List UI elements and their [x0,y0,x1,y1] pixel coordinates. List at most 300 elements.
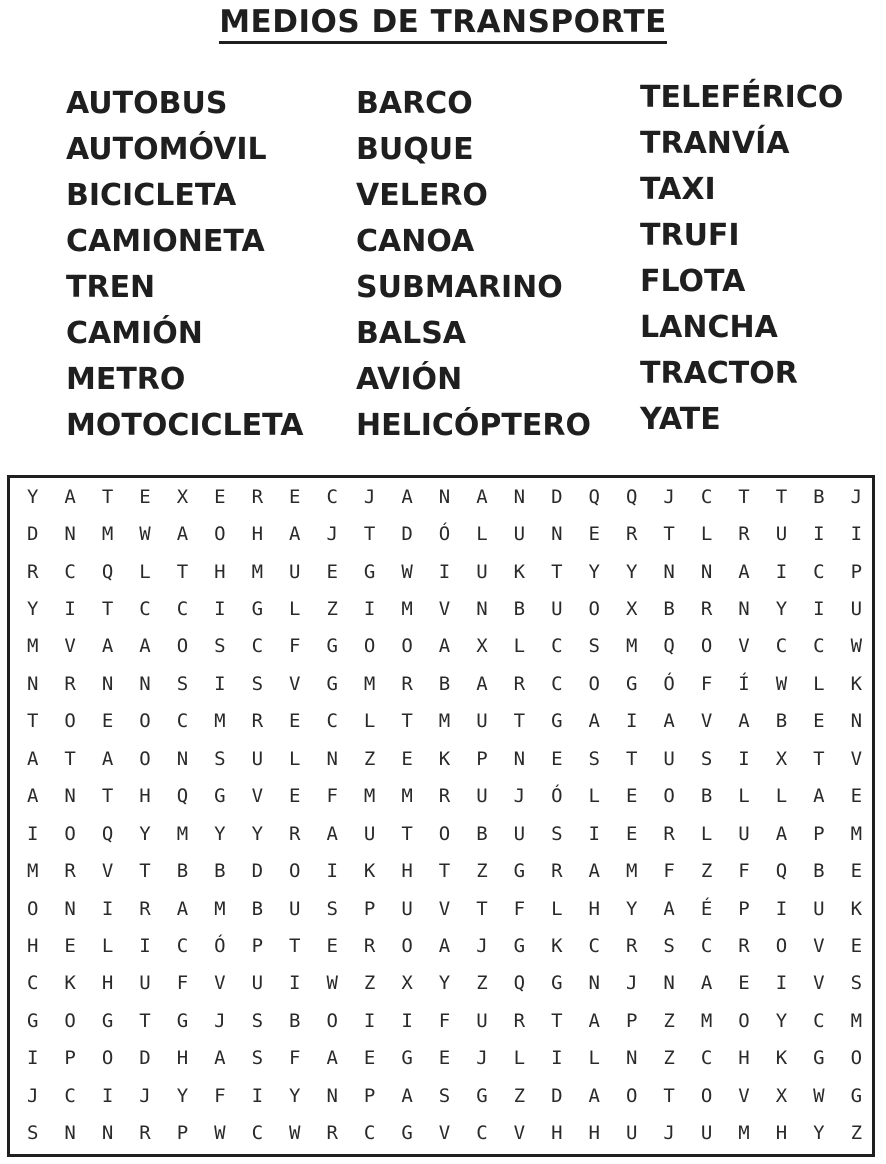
grid-cell[interactable]: I [438,560,451,583]
grid-cell[interactable]: Y [438,972,451,995]
grid-cell[interactable]: Q [775,860,788,883]
grid-cell[interactable]: R [251,710,264,733]
grid-cell[interactable]: Y [588,560,600,583]
grid-cell[interactable]: M [738,1122,750,1145]
grid-cell[interactable]: G [813,1047,825,1070]
grid-cell[interactable]: M [625,635,638,658]
grid-cell[interactable]: C [64,560,76,583]
grid-cell[interactable]: L [813,672,825,695]
grid-cell[interactable]: H [551,1122,563,1145]
grid-cell[interactable]: J [214,1009,226,1032]
grid-cell[interactable]: C [176,710,189,733]
grid-cell[interactable]: M [401,598,413,621]
grid-cell[interactable]: V [850,747,863,770]
grid-cell[interactable]: Z [476,972,488,995]
grid-cell[interactable]: I [813,523,825,546]
grid-cell[interactable]: O [700,1084,713,1107]
grid-cell[interactable]: A [326,822,338,845]
grid-cell[interactable]: N [513,747,526,770]
grid-cell[interactable]: C [176,598,189,621]
grid-cell[interactable]: L [588,1047,600,1070]
grid-cell[interactable]: J [625,972,638,995]
grid-cell[interactable]: O [64,710,76,733]
grid-cell[interactable]: D [251,860,264,883]
grid-cell[interactable]: H [738,1047,750,1070]
grid-cell[interactable]: C [551,672,563,695]
grid-cell[interactable]: Z [663,1047,675,1070]
grid-cell[interactable]: N [663,560,675,583]
grid-cell[interactable]: Q [625,485,638,508]
grid-cell[interactable]: I [214,672,226,695]
grid-cell[interactable]: C [176,934,189,957]
grid-cell[interactable]: T [775,485,788,508]
grid-cell[interactable]: S [663,934,675,957]
grid-cell[interactable]: V [813,934,825,957]
grid-cell[interactable]: U [139,972,151,995]
grid-cell[interactable]: U [401,897,413,920]
grid-cell[interactable]: N [64,1122,76,1145]
grid-cell[interactable]: O [326,1009,338,1032]
grid-cell[interactable]: L [700,822,713,845]
grid-cell[interactable]: S [700,747,713,770]
grid-cell[interactable]: O [26,897,39,920]
grid-cell[interactable]: K [64,972,76,995]
grid-cell[interactable]: N [513,485,526,508]
grid-cell[interactable]: C [26,972,39,995]
grid-cell[interactable]: L [775,785,788,808]
grid-cell[interactable]: T [64,747,76,770]
grid-cell[interactable]: H [139,785,151,808]
grid-cell[interactable]: U [476,710,488,733]
grid-cell[interactable]: Y [26,598,39,621]
grid-cell[interactable]: U [289,897,301,920]
grid-cell[interactable]: M [101,523,114,546]
grid-cell[interactable]: A [738,560,750,583]
grid-cell[interactable]: R [438,785,451,808]
grid-cell[interactable]: S [251,1047,264,1070]
grid-cell[interactable]: U [700,1122,713,1145]
grid-cell[interactable]: S [438,1084,451,1107]
grid-cell[interactable]: B [214,860,226,883]
grid-cell[interactable]: B [513,598,526,621]
grid-cell[interactable]: I [401,1009,413,1032]
grid-cell[interactable]: A [700,972,713,995]
grid-cell[interactable]: O [64,1009,76,1032]
grid-cell[interactable]: R [64,860,76,883]
grid-cell[interactable]: H [26,934,39,957]
grid-cell[interactable]: G [251,598,264,621]
grid-cell[interactable]: O [101,1047,114,1070]
grid-cell[interactable]: M [363,785,376,808]
grid-cell[interactable]: Z [700,860,713,883]
grid-cell[interactable]: Q [663,635,675,658]
grid-cell[interactable]: G [214,785,226,808]
grid-cell[interactable]: E [551,747,563,770]
grid-cell[interactable]: T [101,485,114,508]
grid-cell[interactable]: J [476,1047,488,1070]
grid-cell[interactable]: C [326,710,338,733]
grid-cell[interactable]: N [64,785,76,808]
grid-cell[interactable]: M [401,785,413,808]
grid-cell[interactable]: U [363,822,376,845]
grid-cell[interactable]: I [775,560,788,583]
grid-cell[interactable]: H [775,1122,788,1145]
grid-cell[interactable]: A [476,485,488,508]
grid-cell[interactable]: E [326,560,338,583]
grid-cell[interactable]: E [438,1047,451,1070]
grid-cell[interactable]: Q [101,560,114,583]
grid-cell[interactable]: N [101,672,114,695]
grid-cell[interactable]: F [663,860,675,883]
grid-cell[interactable]: B [438,672,451,695]
grid-cell[interactable]: E [214,485,226,508]
grid-cell[interactable]: A [663,710,675,733]
grid-cell[interactable]: F [176,972,189,995]
grid-cell[interactable]: J [513,785,526,808]
grid-cell[interactable]: W [214,1122,226,1145]
grid-cell[interactable]: S [850,972,863,995]
grid-cell[interactable]: E [738,972,750,995]
grid-cell[interactable]: J [663,485,675,508]
grid-cell[interactable]: O [401,934,413,957]
grid-cell[interactable]: U [251,972,264,995]
grid-cell[interactable]: W [401,560,413,583]
grid-cell[interactable]: E [850,785,863,808]
grid-cell[interactable]: N [625,1047,638,1070]
grid-cell[interactable]: T [438,860,451,883]
grid-cell[interactable]: K [850,672,863,695]
grid-cell[interactable]: T [551,560,563,583]
grid-cell[interactable]: M [700,1009,713,1032]
grid-cell[interactable]: X [176,485,189,508]
grid-cell[interactable]: A [176,897,189,920]
grid-cell[interactable]: L [101,934,114,957]
grid-cell[interactable]: T [513,710,526,733]
grid-cell[interactable]: D [139,1047,151,1070]
grid-cell[interactable]: Ó [663,672,675,695]
grid-cell[interactable]: S [551,822,563,845]
grid-cell[interactable]: Y [214,822,226,845]
grid-cell[interactable]: C [326,485,338,508]
grid-cell[interactable]: B [775,710,788,733]
grid-cell[interactable]: M [214,897,226,920]
grid-cell[interactable]: I [551,1047,563,1070]
grid-cell[interactable]: Z [363,747,376,770]
grid-cell[interactable]: G [625,672,638,695]
grid-cell[interactable]: E [625,785,638,808]
grid-cell[interactable]: L [588,785,600,808]
grid-cell[interactable]: A [64,485,76,508]
grid-cell[interactable]: I [101,1084,114,1107]
grid-cell[interactable]: J [26,1084,39,1107]
grid-cell[interactable]: K [850,897,863,920]
grid-cell[interactable]: R [513,1009,526,1032]
grid-cell[interactable]: K [775,1047,788,1070]
grid-cell[interactable]: G [551,710,563,733]
grid-cell[interactable]: K [438,747,451,770]
grid-cell[interactable]: R [289,822,301,845]
grid-cell[interactable]: N [326,747,338,770]
grid-cell[interactable]: E [64,934,76,957]
grid-cell[interactable]: T [625,747,638,770]
grid-cell[interactable]: A [401,1084,413,1107]
grid-cell[interactable]: N [176,747,189,770]
grid-cell[interactable]: N [101,1122,114,1145]
grid-cell[interactable]: S [251,672,264,695]
grid-cell[interactable]: A [326,1047,338,1070]
grid-cell[interactable]: I [850,523,863,546]
grid-cell[interactable]: B [813,485,825,508]
grid-cell[interactable]: L [289,747,301,770]
grid-cell[interactable]: P [64,1047,76,1070]
grid-cell[interactable]: C [251,1122,264,1145]
grid-cell[interactable]: O [625,1084,638,1107]
grid-cell[interactable]: Y [775,598,788,621]
grid-cell[interactable]: T [476,897,488,920]
grid-cell[interactable]: C [813,560,825,583]
grid-cell[interactable]: A [289,523,301,546]
grid-cell[interactable]: X [401,972,413,995]
grid-cell[interactable]: F [513,897,526,920]
grid-cell[interactable]: A [588,860,600,883]
grid-cell[interactable]: C [251,635,264,658]
grid-cell[interactable]: P [363,1084,376,1107]
grid-cell[interactable]: N [438,485,451,508]
grid-cell[interactable]: Z [663,1009,675,1032]
grid-cell[interactable]: O [850,1047,863,1070]
grid-cell[interactable]: R [326,1122,338,1145]
grid-cell[interactable]: A [26,747,39,770]
grid-cell[interactable]: A [101,635,114,658]
grid-cell[interactable]: L [513,1047,526,1070]
grid-cell[interactable]: O [64,822,76,845]
grid-cell[interactable]: M [214,710,226,733]
grid-cell[interactable]: P [625,1009,638,1032]
grid-cell[interactable]: X [775,1084,788,1107]
grid-cell[interactable]: U [850,598,863,621]
grid-cell[interactable]: N [139,672,151,695]
grid-cell[interactable]: T [26,710,39,733]
grid-cell[interactable]: K [363,860,376,883]
grid-cell[interactable]: N [663,972,675,995]
grid-cell[interactable]: N [588,972,600,995]
grid-cell[interactable]: A [438,934,451,957]
grid-cell[interactable]: M [176,822,189,845]
grid-cell[interactable]: T [176,560,189,583]
grid-cell[interactable]: C [700,1047,713,1070]
grid-cell[interactable]: R [625,523,638,546]
grid-cell[interactable]: G [26,1009,39,1032]
grid-cell[interactable]: U [513,822,526,845]
grid-cell[interactable]: C [775,635,788,658]
grid-cell[interactable]: V [64,635,76,658]
grid-cell[interactable]: T [363,523,376,546]
grid-cell[interactable]: H [101,972,114,995]
grid-cell[interactable]: F [438,1009,451,1032]
grid-cell[interactable]: A [813,785,825,808]
grid-cell[interactable]: V [513,1122,526,1145]
grid-cell[interactable]: Q [513,972,526,995]
grid-cell[interactable]: C [139,598,151,621]
grid-cell[interactable]: L [738,785,750,808]
grid-cell[interactable]: R [64,672,76,695]
grid-cell[interactable]: U [476,560,488,583]
grid-cell[interactable]: I [588,822,600,845]
grid-cell[interactable]: R [26,560,39,583]
grid-cell[interactable]: W [289,1122,301,1145]
grid-cell[interactable]: C [700,485,713,508]
grid-cell[interactable]: E [813,710,825,733]
grid-cell[interactable]: P [176,1122,189,1145]
grid-cell[interactable]: K [513,560,526,583]
grid-cell[interactable]: J [326,523,338,546]
grid-cell[interactable]: Ó [551,785,563,808]
grid-cell[interactable]: Y [625,897,638,920]
grid-cell[interactable]: F [700,672,713,695]
grid-cell[interactable]: Í [738,672,750,695]
grid-cell[interactable]: U [625,1122,638,1145]
grid-cell[interactable]: W [813,1084,825,1107]
grid-cell[interactable]: K [551,934,563,957]
grid-cell[interactable]: Q [588,485,600,508]
grid-cell[interactable]: L [363,710,376,733]
grid-cell[interactable]: Y [813,1122,825,1145]
grid-cell[interactable]: Y [625,560,638,583]
grid-cell[interactable]: U [476,785,488,808]
grid-cell[interactable]: R [738,523,750,546]
grid-cell[interactable]: R [738,934,750,957]
grid-cell[interactable]: A [176,523,189,546]
grid-cell[interactable]: T [101,785,114,808]
grid-cell[interactable]: E [850,934,863,957]
grid-cell[interactable]: F [214,1084,226,1107]
grid-cell[interactable]: G [326,635,338,658]
grid-cell[interactable]: W [775,672,788,695]
grid-cell[interactable]: V [738,1084,750,1107]
grid-cell[interactable]: N [64,523,76,546]
grid-cell[interactable]: G [176,1009,189,1032]
grid-cell[interactable]: U [476,1009,488,1032]
grid-cell[interactable]: Z [326,598,338,621]
grid-cell[interactable]: X [775,747,788,770]
grid-cell[interactable]: A [476,672,488,695]
grid-cell[interactable]: F [289,1047,301,1070]
grid-cell[interactable]: O [663,785,675,808]
grid-cell[interactable]: H [251,523,264,546]
grid-cell[interactable]: N [326,1084,338,1107]
grid-cell[interactable]: S [26,1122,39,1145]
grid-cell[interactable]: Y [139,822,151,845]
grid-cell[interactable]: Y [289,1084,301,1107]
grid-cell[interactable]: W [850,635,863,658]
grid-cell[interactable]: T [139,860,151,883]
grid-cell[interactable]: G [476,1084,488,1107]
grid-cell[interactable]: U [738,822,750,845]
grid-cell[interactable]: A [26,785,39,808]
grid-cell[interactable]: J [850,485,863,508]
grid-cell[interactable]: L [551,897,563,920]
grid-cell[interactable]: F [326,785,338,808]
grid-cell[interactable]: V [738,635,750,658]
grid-cell[interactable]: É [700,897,713,920]
grid-cell[interactable]: F [738,860,750,883]
grid-cell[interactable]: J [663,1122,675,1145]
grid-cell[interactable]: O [438,822,451,845]
grid-cell[interactable]: O [139,747,151,770]
grid-cell[interactable]: E [289,785,301,808]
grid-cell[interactable]: H [214,560,226,583]
grid-cell[interactable]: H [176,1047,189,1070]
grid-cell[interactable]: P [738,897,750,920]
grid-cell[interactable]: T [401,822,413,845]
grid-cell[interactable]: Z [513,1084,526,1107]
grid-cell[interactable]: O [176,635,189,658]
grid-cell[interactable]: I [363,1009,376,1032]
grid-cell[interactable]: N [700,560,713,583]
grid-cell[interactable]: A [214,1047,226,1070]
grid-cell[interactable]: I [26,1047,39,1070]
grid-cell[interactable]: C [551,635,563,658]
grid-cell[interactable]: D [401,523,413,546]
grid-cell[interactable]: I [214,598,226,621]
grid-cell[interactable]: S [588,747,600,770]
grid-cell[interactable]: B [251,897,264,920]
grid-cell[interactable]: T [663,523,675,546]
grid-cell[interactable]: P [813,822,825,845]
grid-cell[interactable]: P [850,560,863,583]
grid-cell[interactable]: V [214,972,226,995]
grid-cell[interactable]: R [363,934,376,957]
grid-cell[interactable]: X [476,635,488,658]
grid-cell[interactable]: Ó [214,934,226,957]
grid-cell[interactable]: X [625,598,638,621]
grid-cell[interactable]: W [139,523,151,546]
grid-cell[interactable]: E [850,860,863,883]
grid-cell[interactable]: S [326,897,338,920]
grid-cell[interactable]: Y [176,1084,189,1107]
grid-cell[interactable]: C [813,635,825,658]
grid-cell[interactable]: Y [26,485,39,508]
grid-cell[interactable]: I [775,972,788,995]
grid-cell[interactable]: N [551,523,563,546]
grid-cell[interactable]: S [588,635,600,658]
grid-cell[interactable]: Z [476,860,488,883]
grid-cell[interactable]: M [251,560,264,583]
grid-cell[interactable]: R [551,860,563,883]
grid-cell[interactable]: I [775,897,788,920]
grid-cell[interactable]: U [551,598,563,621]
grid-cell[interactable]: T [289,934,301,957]
grid-cell[interactable]: H [401,860,413,883]
grid-cell[interactable]: S [214,747,226,770]
grid-cell[interactable]: B [813,860,825,883]
grid-cell[interactable]: I [625,710,638,733]
grid-cell[interactable]: E [101,710,114,733]
grid-cell[interactable]: A [401,485,413,508]
grid-cell[interactable]: R [625,934,638,957]
grid-cell[interactable]: O [401,635,413,658]
grid-cell[interactable]: T [401,710,413,733]
grid-cell[interactable]: V [289,672,301,695]
grid-cell[interactable]: R [139,897,151,920]
grid-cell[interactable]: T [101,598,114,621]
grid-cell[interactable]: Q [176,785,189,808]
grid-cell[interactable]: G [513,934,526,957]
grid-cell[interactable]: N [738,598,750,621]
grid-cell[interactable]: C [476,1122,488,1145]
grid-cell[interactable]: F [289,635,301,658]
grid-cell[interactable]: E [289,710,301,733]
